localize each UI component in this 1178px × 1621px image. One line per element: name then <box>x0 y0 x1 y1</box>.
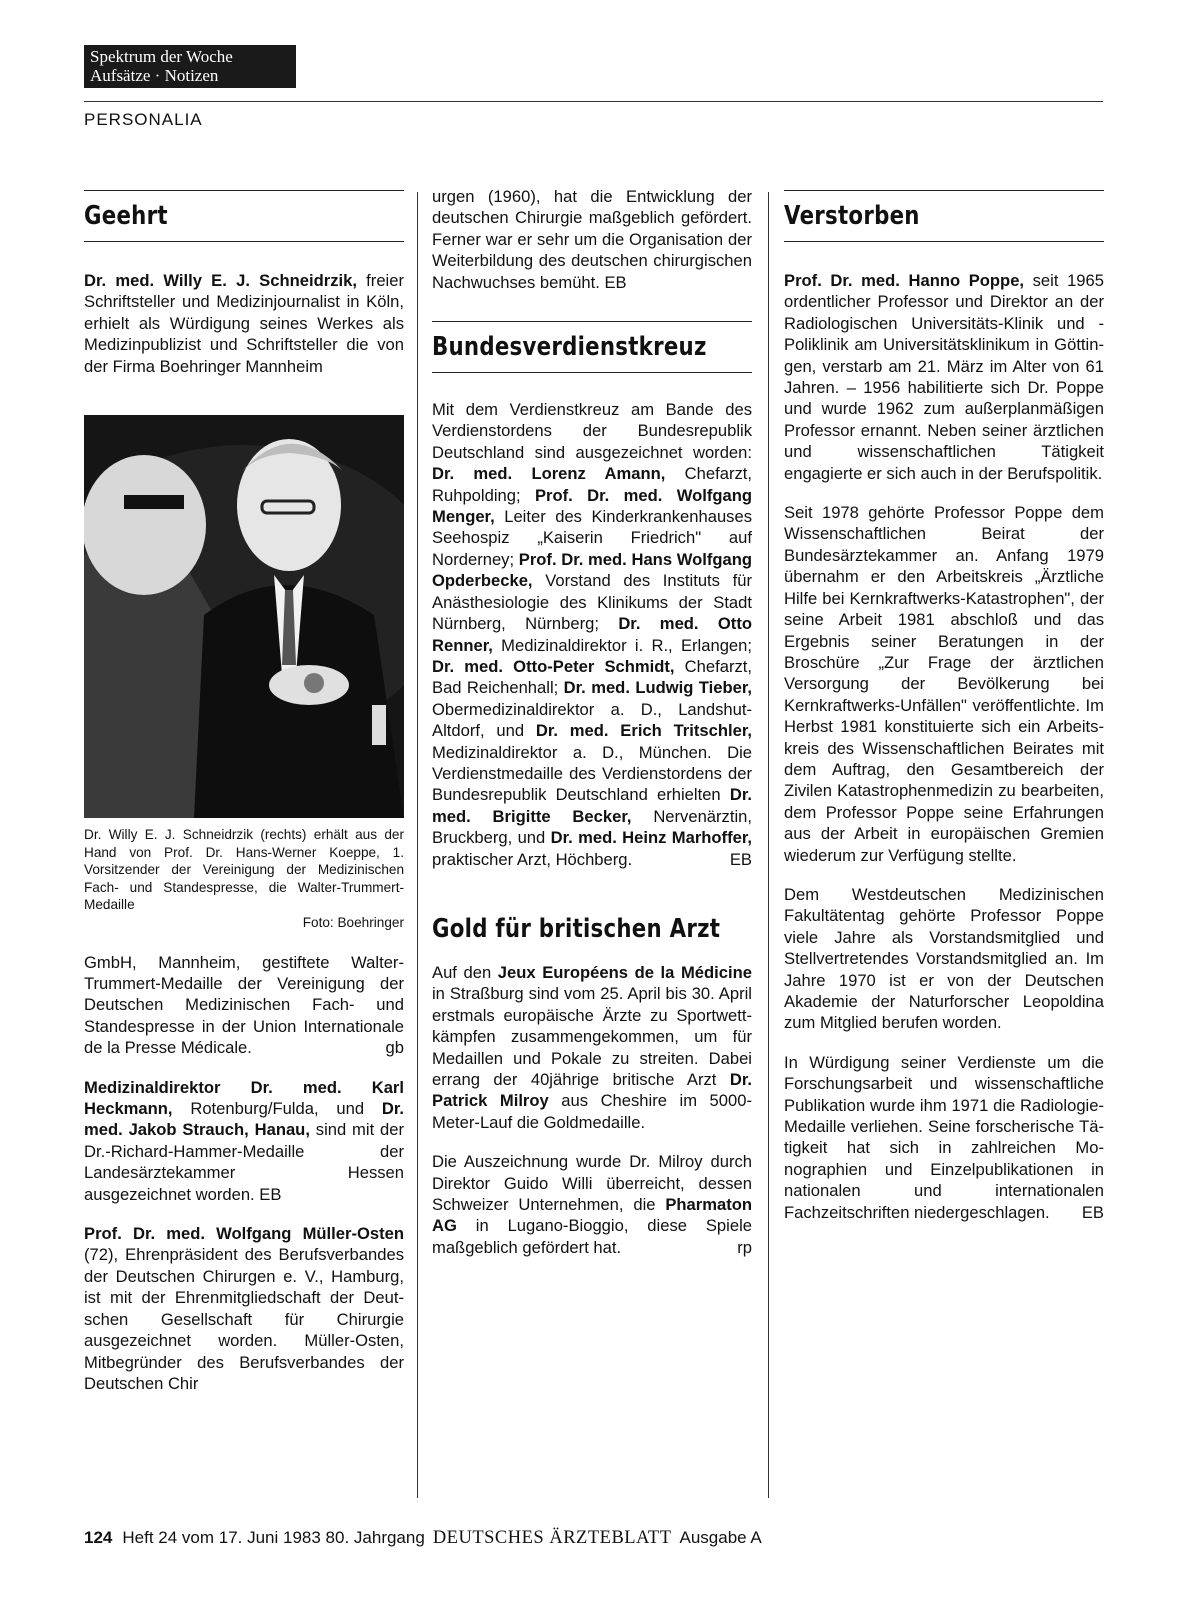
text-run: Leiter des Kinderkrankenhauses Seehospiz „Kaiserin Friedrich" auf Norderney; <box>432 507 752 569</box>
text-run: Rotenburg/Fulda, und <box>172 1099 382 1119</box>
heading-rule <box>784 190 1104 191</box>
author-signature: gb <box>385 1038 404 1058</box>
name-emphasis: Prof. Dr. med. Hanno Poppe, <box>784 271 1025 290</box>
text-run: aus Cheshire im 5000-Meter-Lauf die Goldmedaille. <box>432 1091 752 1132</box>
name-emphasis: Dr. med. Erich Tritschler, <box>535 721 752 741</box>
article-paragraph <box>784 884 1104 1034</box>
text-run: GmbH, Mannheim, gestiftete Walter-Trummert-Medaille der Vereinigung der Deutschen Medizinischen Fach- und Standespresse in der Union Internationale de la Presse Médicale. <box>84 952 404 1058</box>
heading-rule <box>784 241 1104 242</box>
name-emphasis: Prof. Dr. med. Wolfgang Menger, <box>432 485 753 527</box>
heading-rule <box>84 241 404 242</box>
text-run: sind mit der Dr.-Richard-Hammer-Medaille der Landesärztekammer Hessen ausgezeichnet worden. EB <box>84 1120 405 1204</box>
text-run: Dem Westdeutschen Medizinischen Fakultätentag gehörte Professor Poppe viele Jahre als Vorstandsmitglied und Stellvertretendes Vorstandsmitglied an. Im Jahre 1970 ist er von der Deutschen Akademie der Naturforscher Leopoldina zum Mitglied berufen worden. <box>784 884 1104 1033</box>
text-run: Obermedizinaldirektor a. D., Landshut-Altdorf, und <box>432 699 752 741</box>
heading-geehrt: Geehrt <box>84 201 168 231</box>
text-run: Seit 1978 gehörte Professor Poppe dem Wissenschaftlichen Beirat der Bundesärztekammer an. Anfang 1979 übernahm er den Arbeitskreis „Ärztliche Hilfe bei Kernkraftwerks-Katastrophen", der seine Arbeit 1981 abschloß und das Ergebnis seiner Beratungen in der Broschüre „Zur Frage der ärztlichen Versorgung der Bevölkerung bei Kernkraftwerks-Unfällen" veröffentlichte. Im Herbst 1981 konstituierte sich ein Arbeitskreis des Wissenschaftlichen Beirates mit dem Auftrag, den Gesamtbereich der Zivilen Katastrophenmedizin zu bearbeiten, dem Professor Poppe seine Erfahrungen aus der Arbeit in europäischen Gremien wiederum zur Verfügung stellte. <box>784 503 1104 865</box>
text-run: (72), Ehrenpräsident des Berufsverbandes der Deutschen Chirurgen e. V., Hamburg, ist mit der Ehrenmitgliedschaft der Deutschen Gesellschaft für Chirurgie ausgezeichnet worden. Müller-Osten, Mitbegründer des Berufsverbandes der Deutschen Chir <box>84 1245 404 1393</box>
name-emphasis: Dr. med. Brigitte Becker, <box>432 785 752 826</box>
author-signature: EB <box>729 849 752 869</box>
section-badge-line2: Aufsätze · Notizen <box>90 66 219 85</box>
name-emphasis: Dr. med. Otto Renner, <box>432 614 752 655</box>
text-run: Chefarzt, Bad Reichenhall; <box>432 656 752 698</box>
section-label: PERSONALIA <box>84 110 203 129</box>
photo-credit: Foto: Boehringer <box>302 915 404 930</box>
text-run: praktischer Arzt, Höchberg. <box>432 849 633 869</box>
header-rule <box>84 101 1103 102</box>
article-paragraph <box>84 270 404 377</box>
article-paragraph <box>432 962 752 1133</box>
text-run: Die Auszeichnung wurde Dr. Milroy durch Direktor Guido Willi überreicht, dessen Schweizer Unternehmen, die <box>432 1152 752 1215</box>
column-middle <box>432 187 753 1258</box>
text-run: In Würdigung seiner Verdienste um die Forschungsarbeit und wissenschaftliche Publikation wurde ihm 1971 die Radiologie-Medaille verliehen. Seine forscherische Tätigkeit hat sich in zahlreichen Monographien und Einzelpublikationen in nationalen und internationalen Fachzeitschriften niedergeschlagen. <box>784 1052 1104 1222</box>
text-run: Mit dem Verdienstkreuz am Bande des Verdienstordens der Bundesrepublik Deutschland sind ausgezeichnet worden: <box>432 400 752 462</box>
text-run: freier Schriftsteller und Medizinjournalist in Köln, erhielt als Würdigung seines Werkes als Medizinpublizist und Schriftsteller die von der Firma Boehringer Mannheim <box>84 271 404 376</box>
heading-bundesverdienstkreuz: Bundesverdienstkreuz <box>432 332 707 363</box>
name-emphasis: Dr. med. Jakob Strauch, Hanau, <box>84 1099 404 1140</box>
name-emphasis: Jeux Européens de la Médicine <box>497 962 752 982</box>
text-run: Auf den <box>432 962 498 982</box>
column-divider <box>768 192 769 1498</box>
heading-verstorben: Verstorben <box>784 201 920 231</box>
award-photo <box>84 415 404 818</box>
heading-rule <box>432 321 752 322</box>
heading-gold: Gold für britischen Arzt <box>432 913 721 944</box>
text-run: Chefarzt, Ruhpolding; <box>432 464 752 505</box>
name-emphasis: Prof. Dr. med. Hans Wolfgang Opderbecke, <box>432 549 752 591</box>
section-badge-line1: Spektrum der Woche <box>90 47 233 66</box>
article-paragraph <box>432 1151 752 1258</box>
text-run: seit 1965 ordentlicher Professor und Direktor an der Radiologischen Universitäts-Klinik und -Poliklinik am Universitätsklinikum in Göttingen, verstarb am 21. März im Alter von 61 Jahren. – 1956 habilitierte sich Dr. Poppe und wurde 1962 zum außerplanmäßigen Professor ernannt. Neben seiner ärztlichen und wissenschaftlichen Tätigkeit engagierte er sich auch in der Berufspolitik. <box>784 271 1104 483</box>
article-paragraph <box>432 399 752 870</box>
column-left <box>84 190 404 1394</box>
name-emphasis: Dr. med. Ludwig Tieber, <box>563 678 752 698</box>
article-paragraph <box>784 1052 1104 1223</box>
name-emphasis: Dr. med. Willy E. J. Schneidrzik, <box>84 271 357 290</box>
column-right <box>784 190 1104 1223</box>
name-emphasis: Dr. med. Otto-Peter Schmidt, <box>432 656 675 676</box>
paragraph-text <box>784 1053 1104 1222</box>
article-paragraph <box>84 952 404 1059</box>
name-emphasis: Prof. Dr. med. Wolfgang Müller-Osten <box>84 1224 404 1244</box>
name-emphasis: Pharmaton AG <box>432 1195 752 1236</box>
heading-rule <box>84 190 404 191</box>
award-photo-image <box>84 415 404 818</box>
paragraph-text <box>432 1152 752 1257</box>
paragraph-text <box>84 953 404 1058</box>
section-badge <box>84 45 296 88</box>
text-run: Vorstand des Instituts für Anästhesiologie des Klinikums der Stadt Nürnberg, Nürnberg; <box>432 571 752 634</box>
name-emphasis: Medizinaldirektor Dr. med. Karl Heckmann, <box>84 1077 404 1119</box>
article-paragraph <box>784 270 1104 484</box>
text-run: in Lugano-Bioggio, diese Spiele maßgeblich gefördert hat. <box>432 1216 752 1257</box>
article-paragraph <box>84 1223 404 1394</box>
name-emphasis: Dr. Patrick Milroy <box>432 1070 752 1111</box>
heading-rule <box>432 372 752 373</box>
page-number: 124 <box>84 1528 113 1547</box>
issue-info: Heft 24 vom 17. Juni 1983 80. Jahrgang <box>122 1528 425 1547</box>
text-run: in Straßburg sind vom 25. April bis 30. April erstmals europäische Ärzte zu Sportwettkämpfen zusammengekommen, um für Medaillen und Pokale zu streiten. Dabei errang der 40jährige britische Arzt <box>432 984 752 1089</box>
author-signature: EB <box>1081 1202 1104 1222</box>
text-run: Medizinaldirektor a. D., München. Die Verdienstmedaille des Verdienstordens der Bundesrepublik Deutschland erhielten <box>432 742 752 805</box>
author-signature: rp <box>737 1237 752 1257</box>
text-run: urgen (1960), hat die Entwicklung der deutschen Chirurgie maßgeblich gefördert. Ferner war er sehr um die Organisation der Weiterbildung des deutschen chirurgischen Nachwuchses bemüht. EB <box>432 187 752 292</box>
text-run: Nervenärztin, Bruckberg, und <box>432 806 752 848</box>
photo-caption: Dr. Willy E. J. Schneidrzik (rechts) erhält aus der Hand von Prof. Dr. Hans-Werner Koeppe, 1. Vorsitzender der Vereinigung der Medizinischen Fach- und Standespresse, die Walter-Trummert-Medaille <box>84 827 404 913</box>
column-divider <box>417 192 418 1498</box>
edition-label: Ausgabe A <box>679 1528 762 1547</box>
page-footer <box>84 1528 762 1549</box>
article-paragraph <box>84 1077 404 1205</box>
name-emphasis: Dr. med. Lorenz Amann, <box>432 464 666 484</box>
article-paragraph <box>784 502 1104 866</box>
text-run: Medizinaldirektor i. R., Erlangen; <box>492 635 752 655</box>
name-emphasis: Dr. med. Heinz Marhoffer, <box>550 828 752 848</box>
paragraph-text <box>432 400 752 869</box>
magazine-title: DEUTSCHES ÄRZTEBLATT <box>432 1528 672 1548</box>
article-paragraph <box>432 186 752 293</box>
